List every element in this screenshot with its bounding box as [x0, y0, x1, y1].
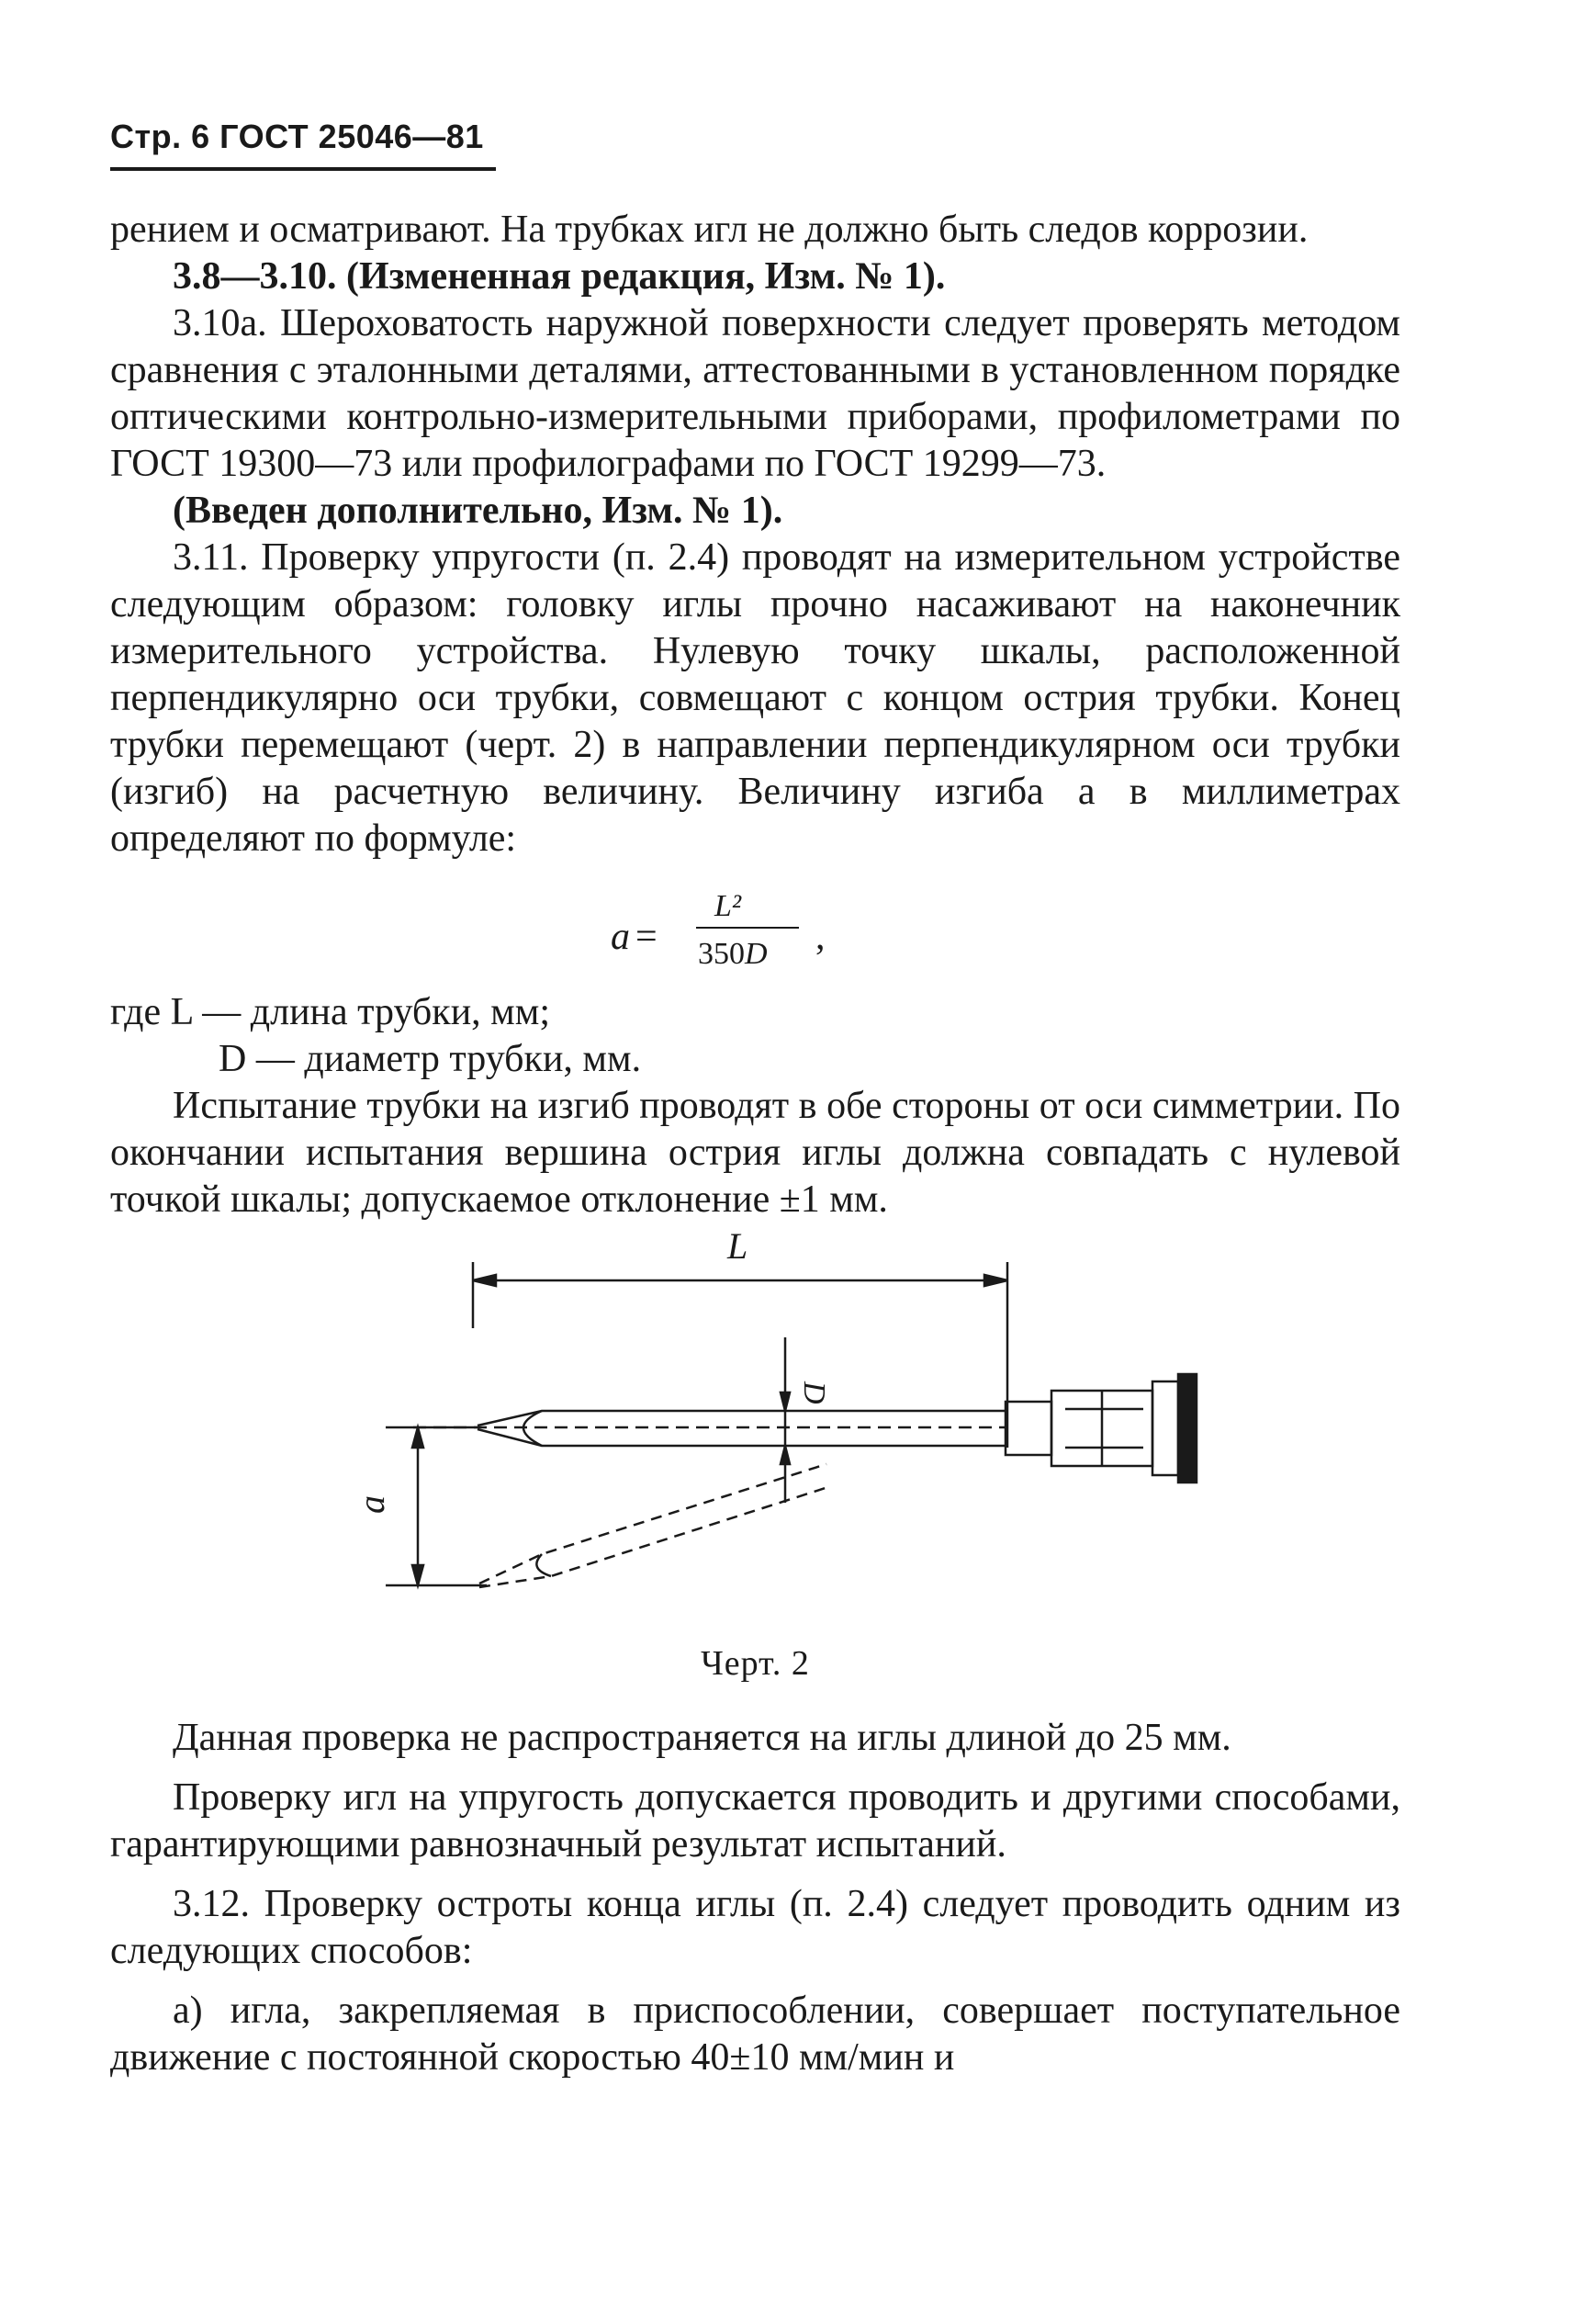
paragraph-3-11: 3.11. Проверку упругости (п. 2.4) проводят на измерительном устройстве следующим образом: головку иглы прочно насаживают на наконечник измерительного устройства. Нулевую точку шкалы, расположенной перпендикулярно оси трубки, совмещают с концом острия трубки. Конец трубки перемещают (черт. 2) в направлении перпендикулярном оси трубки (изгиб) на расчетную величину. Величину изгиба a в миллиметрах определяют по формуле: — [110, 536, 1400, 860]
where-line-length: где L — длина трубки, мм; — [110, 991, 551, 1033]
paragraph-not-applicable: Данная проверка не распространяется на иглы длиной до 25 мм. — [173, 1717, 1231, 1759]
formula-denominator-number: 350 — [698, 937, 745, 971]
arrow-D-top — [781, 1392, 790, 1411]
paragraph-introduced: (Введен дополнительно, Изм. № 1). — [173, 490, 783, 532]
arrow-D-bottom — [781, 1446, 790, 1464]
paragraph-method-a: а) игла, закрепляемая в приспособлении, совершает поступательное движение с постоянной скоростью 40±10 мм/мин и — [110, 1990, 1400, 2079]
formula-numerator: L² — [714, 889, 742, 923]
bent-needle-bevel — [536, 1554, 551, 1576]
paragraph-other-methods: Проверку игл на упругость допускается проводить и другими способами, гарантирующими равнозначный результат испытаний. — [110, 1776, 1400, 1866]
arrow-a-top — [412, 1427, 423, 1448]
arrow-left — [473, 1275, 496, 1286]
formula-equals: = — [635, 916, 658, 958]
formula-fraction-bar — [696, 927, 799, 929]
paragraph-3-12: 3.12. Проверку остроты конца иглы (п. 2.4) следует проводить одним из следующих способов: — [110, 1883, 1400, 1972]
hub-flange — [1152, 1381, 1178, 1475]
header-rule — [110, 167, 496, 171]
hub-collar — [1006, 1402, 1051, 1455]
hub-end — [1178, 1374, 1197, 1482]
bent-needle — [479, 1464, 831, 1587]
paragraph-corrosion: рением и осматривают. На трубках игл не должно быть следов коррозии. — [110, 209, 1309, 251]
arrow-right — [984, 1275, 1007, 1286]
label-a: a — [351, 1495, 392, 1514]
formula-denominator-variable: D — [745, 937, 768, 971]
bend-formula — [110, 874, 1400, 984]
needle-drawing — [110, 1227, 1400, 1640]
formula-denominator — [698, 930, 768, 977]
figure-needle-bend — [110, 1227, 1400, 1640]
document-body — [110, 207, 1400, 2081]
paragraph-bend-test: Испытание трубки на изгиб проводят в обе стороны от оси симметрии. По окончании испытания вершина острия иглы должна совпадать с нулевой точкой шкалы; допускаемое отклонение ±1 мм. — [110, 1085, 1400, 1221]
label-D: D — [797, 1381, 831, 1404]
amendment-text: 3.8—3.10. (Измененная редакция, Изм. № 1). — [173, 255, 946, 298]
formula-comma: , — [815, 916, 826, 958]
arrow-a-bottom — [412, 1565, 423, 1585]
paragraph-3-10a: 3.10а. Шероховатость наружной поверхности следует проверять методом сравнения с эталонными деталями, аттестованными в установленном порядке оптическими контрольно-измерительными приборами, профилометрами по ГОСТ 19300—73 или профилографами по ГОСТ 19299—73. — [110, 302, 1400, 485]
label-L: L — [727, 1227, 748, 1267]
formula-lhs: a — [611, 916, 630, 958]
figure-caption: Черт. 2 — [701, 1644, 810, 1683]
paragraph-amendment-3-8 — [110, 254, 1400, 300]
page-header: Стр. 6 ГОСТ 25046—81 — [110, 118, 484, 155]
where-line-diameter: D — диаметр трубки, мм. — [219, 1038, 642, 1080]
